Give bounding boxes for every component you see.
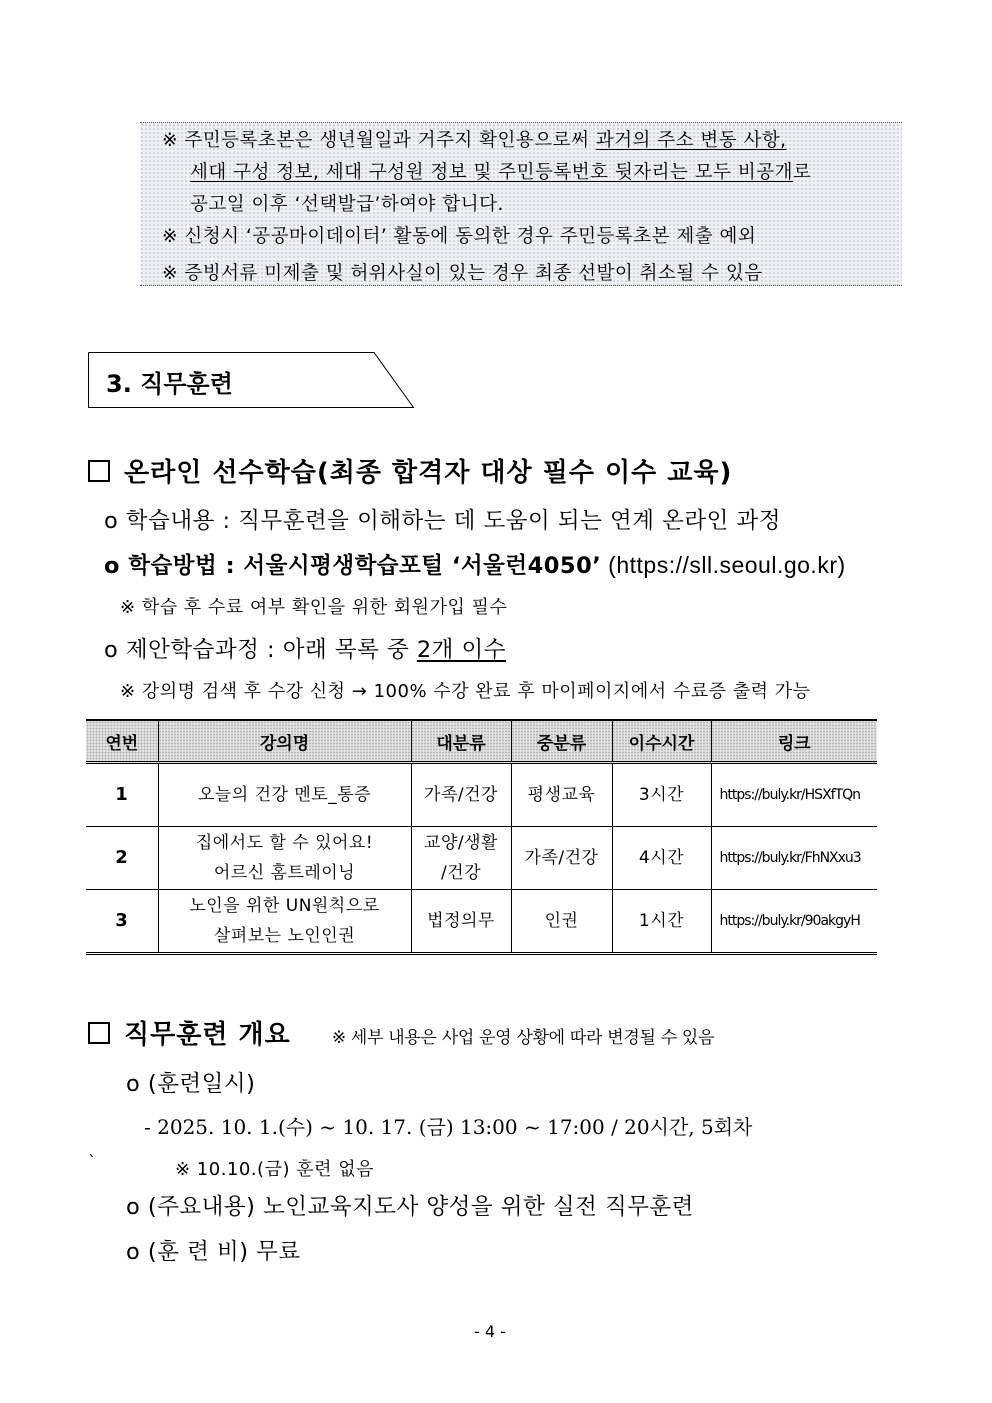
row-hours: 1시간 <box>612 890 711 954</box>
course-title-line-2: 살펴보는 노인인권 <box>213 926 356 946</box>
training-fee: o (훈 련 비) 무료 <box>126 1239 301 1265</box>
header-course-title: 강의명 <box>158 720 411 763</box>
training-main-content: o (주요내용) 노인교육지도사 양성을 위한 실전 직무훈련 <box>126 1194 694 1220</box>
row-major-category <box>411 827 511 890</box>
overview-heading <box>88 1020 291 1050</box>
notice-underlined-text: 과거의 주소 변동 사항, <box>595 130 787 151</box>
row-course-title <box>158 890 411 954</box>
header-major-category: 대분류 <box>411 720 511 763</box>
suggested-courses-count: 2개 이수 <box>416 637 507 663</box>
suggested-courses-label: o 제안학습과정 : 아래 목록 중 <box>104 637 417 663</box>
checkbox-square-icon <box>88 1022 110 1044</box>
header-link: 링크 <box>711 720 877 763</box>
notice-line-4: ※ 신청시 ‘공공마이데이터’ 활동에 동의한 경우 주민등록초본 제출 예외 <box>162 226 757 247</box>
header-no: 연번 <box>86 720 158 763</box>
header-minor-category: 중분류 <box>511 720 612 763</box>
page-number: - 4 - <box>474 1322 506 1341</box>
major-category-line-1: 교양/생활 <box>424 833 498 853</box>
notice-box <box>140 122 902 286</box>
course-title-line-1: 노인을 위한 UN원칙으로 <box>189 896 380 916</box>
section-3-title: 3. 직무훈련 <box>106 370 233 398</box>
learning-method-url: (https://sll.seoul.go.kr) <box>601 552 846 578</box>
stray-backtick: ` <box>88 1152 96 1171</box>
notice-line-1 <box>162 126 787 152</box>
notice-line-3: 공고일 이후 ‘선택발급’하여야 합니다. <box>190 194 504 215</box>
suggested-courses-note: ※ 강의명 검색 후 수강 신청 → 100% 수강 완료 후 마이페이지에서 수료증 출력 가능 <box>120 681 811 702</box>
suggested-courses <box>104 632 506 664</box>
notice-text: 로 <box>792 162 812 183</box>
row-no: 1 <box>86 763 158 827</box>
course-title-line-2: 어르신 홈트레이닝 <box>213 863 356 883</box>
online-heading-text: 온라인 선수학습(최종 합격자 대상 필수 이수 교육) <box>124 458 733 488</box>
header-hours: 이수시간 <box>612 720 711 763</box>
notice-line-2 <box>190 158 811 184</box>
course-table <box>86 719 877 955</box>
row-hours: 3시간 <box>612 763 711 827</box>
row-no: 2 <box>86 827 158 890</box>
row-link[interactable]: https://buly.kr/90akgyH <box>711 890 877 954</box>
row-major-category: 법정의무 <box>411 890 511 954</box>
row-course-title <box>158 827 411 890</box>
learning-content: o 학습내용 : 직무훈련을 이해하는 데 도움이 되는 연계 온라인 과정 <box>104 508 781 534</box>
row-link[interactable]: https://buly.kr/FhNXxu3 <box>711 827 877 890</box>
row-no: 3 <box>86 890 158 954</box>
notice-text: ※ 주민등록초본은 생년월일과 거주지 확인용으로써 <box>162 130 596 151</box>
learning-method-label: o 학습방법 : 서울시평생학습포털 ‘서울런4050’ <box>104 553 602 579</box>
row-hours: 4시간 <box>612 827 711 890</box>
row-link[interactable]: https://buly.kr/HSXfTQn <box>711 763 877 827</box>
course-title-text: 오늘의 건강 멘토_통증 <box>197 785 372 805</box>
overview-heading-text: 직무훈련 개요 <box>124 1020 291 1050</box>
row-minor-category: 가족/건강 <box>511 827 612 890</box>
notice-underlined-text: 세대 구성 정보, 세대 구성원 정보 및 주민등록번호 뒷자리는 모두 비공개 <box>190 162 793 183</box>
learning-method <box>104 548 846 580</box>
checkbox-square-icon <box>88 460 110 482</box>
training-date-label: o (훈련일시) <box>126 1071 256 1097</box>
training-date-value: - 2025. 10. 1.(수) ~ 10. 17. (금) 13:00 ~ 17:00 / 20시간, 5회차 <box>144 1115 753 1139</box>
table-row <box>86 763 877 827</box>
training-date-note: ※ 10.10.(금) 훈련 없음 <box>175 1159 374 1180</box>
table-row <box>86 890 877 954</box>
online-heading <box>88 452 732 489</box>
major-category-line-2: /건강 <box>440 863 482 883</box>
table-row <box>86 827 877 890</box>
row-major-category: 가족/건강 <box>411 763 511 827</box>
learning-method-note: ※ 학습 후 수료 여부 확인을 위한 회원가입 필수 <box>120 597 508 618</box>
row-minor-category: 평생교육 <box>511 763 612 827</box>
row-course-title <box>158 763 411 827</box>
overview-heading-row <box>88 1014 714 1051</box>
section-3-header <box>88 352 414 408</box>
notice-line-5: ※ 증빙서류 미제출 및 허위사실이 있는 경우 최종 선발이 취소될 수 있음 <box>162 263 763 284</box>
course-title-line-1: 집에서도 할 수 있어요! <box>195 833 374 853</box>
table-header-row <box>86 720 877 763</box>
overview-note: ※ 세부 내용은 사업 운영 상황에 따라 변경될 수 있음 <box>331 1028 715 1048</box>
row-minor-category: 인권 <box>511 890 612 954</box>
